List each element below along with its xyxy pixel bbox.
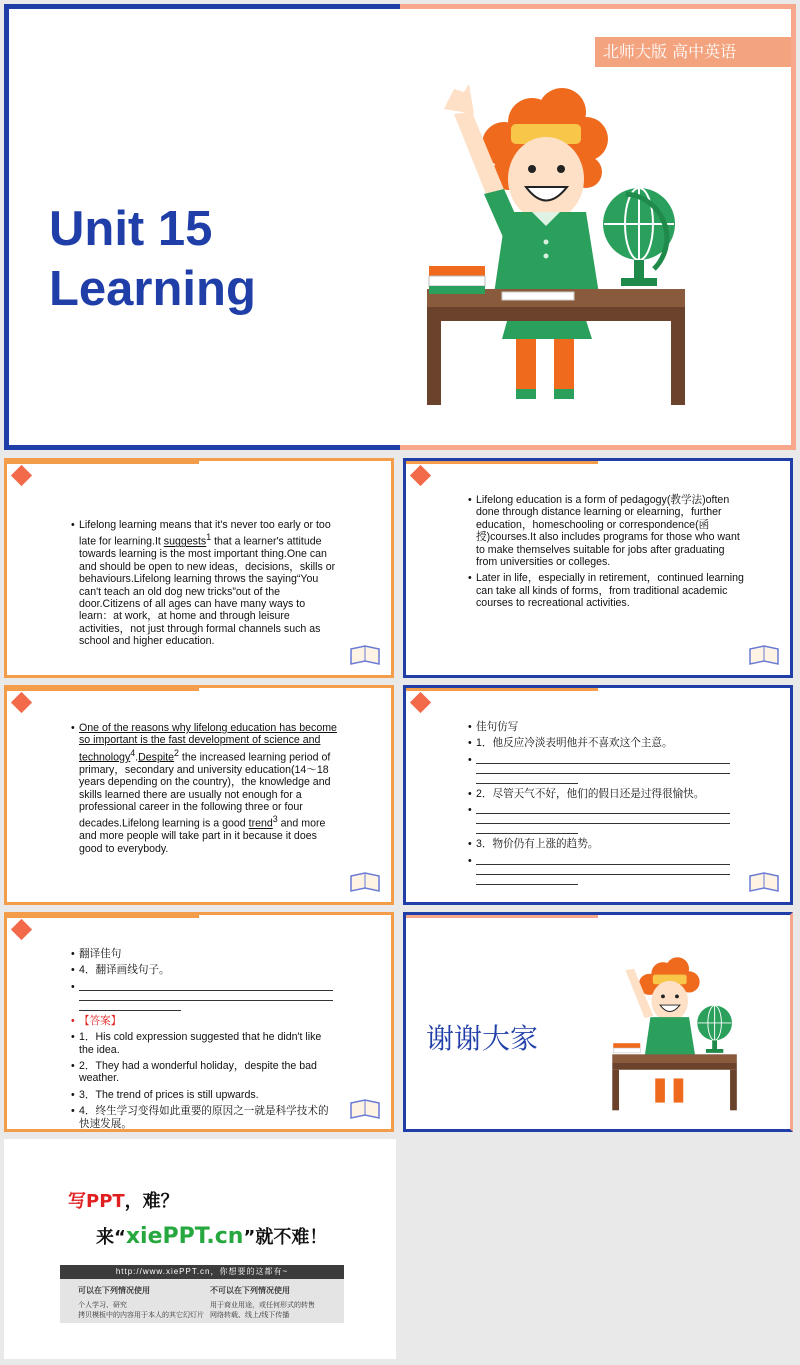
heading-item: • 佳句仿写 (476, 721, 730, 733)
exercise-2: • 2．尽管天气不好，他们的假日还是过得很愉快。 (476, 788, 730, 800)
top-bar-orange (7, 688, 199, 691)
cover-slide[interactable] (4, 4, 796, 450)
top-bar-salmon (406, 915, 598, 918)
book-icon (748, 643, 780, 667)
underlined-word: Despite (138, 751, 175, 764)
answer-lines (79, 981, 333, 1011)
answer-2: • 2．They had a wonderful holiday，despite the bad weather. (79, 1060, 333, 1085)
top-bar-orange (7, 915, 199, 918)
student-illustration (606, 955, 746, 1115)
underlined-sentence: One of the reasons why lifelong education has become so important is the fast development of science and technology (79, 722, 337, 764)
diamond-icon (11, 465, 32, 486)
promo-url-bar[interactable]: http://www.xiePPT.cn，你想要的这都有~ (60, 1265, 344, 1279)
top-bar-orange (7, 461, 199, 464)
answer-lines-3 (476, 855, 730, 885)
answer-1: • 1．His cold expression suggested that he didn't like the idea. (79, 1031, 333, 1056)
slide-body (71, 722, 341, 859)
footnote-mark: 4 (130, 747, 136, 758)
forbidden-item: 网络转载、线上/线下传播 (210, 1311, 290, 1319)
promo-line-1 (68, 1187, 179, 1213)
slide-body (468, 721, 730, 889)
slide-title (49, 199, 256, 319)
footnote-mark: 1 (206, 532, 212, 543)
paragraph-1: • One of the reasons why lifelong education has become so important is the fast development of science and technology$^4$.Despite$^2$ the increased learning period of primary，secondary and university education(14～18 years depending on the country)，the knowledge and skills learned there are usually not enough for a professional career in the following three or four decades.Lifelong learning is a good trend$^3$ and more and more people will take part in it because it does good to everybody. (79, 722, 341, 855)
top-bar-orange (406, 688, 598, 691)
student-illustration (414, 84, 704, 414)
top-bar-orange (406, 461, 598, 464)
promo-red-text: 写PPT (68, 1191, 125, 1212)
usage-terms-box (60, 1279, 344, 1323)
promo-text: ，难？ (124, 1191, 179, 1212)
exercise-4: • 4．翻译画线句子。 (79, 964, 333, 976)
allowed-item: 个人学习、研究 (78, 1301, 127, 1309)
answer-3: • 3．The trend of prices is still upwards. (79, 1089, 333, 1101)
edition-tag: 北师大版 高中英语 (595, 37, 791, 67)
title-topic: Learning (49, 262, 256, 316)
forbidden-item: 用于商业用途，或任何形式的转售 (210, 1301, 315, 1309)
top-bar-blue (9, 4, 400, 9)
paragraph-1: • Lifelong learning means that it's never too early or too late for learning.It suggests$^1$ that a learner's attitude towards learning is the most important thing.One can and should be open to new ideas，decisions，skills or behaviours.Lifelong learning throws the saying“You can't teach an old dog new tricks”out of the door.Citizens of all ages can have many ways to learn：at work，at home and through leisure activities，not just through formal channels such as school and higher education. (79, 519, 341, 648)
paragraph-2: • Later in life，especially in retirement，continued learning can take all kinds of forms，from traditional academic courses to recreational activities. (476, 572, 748, 609)
bottom-bar-salmon (400, 445, 791, 450)
slide-body (71, 519, 341, 652)
underlined-word: trend (248, 817, 273, 830)
top-bar-salmon (400, 4, 791, 9)
bottom-bar-blue (9, 445, 400, 450)
slide-translation[interactable] (4, 912, 394, 1132)
book-icon (349, 1097, 381, 1121)
heading-item: • 翻译佳句 (79, 948, 333, 960)
promo-line-2 (96, 1223, 327, 1249)
slide-body (71, 948, 333, 1132)
promo-site-name: xiePPT.cn (125, 1224, 244, 1249)
slide-thanks[interactable] (403, 912, 793, 1132)
slide-sentence-imitation[interactable] (403, 685, 793, 905)
answer-4: • 4．终生学习变得如此重要的原因之一就是科学技术的快速发展。 (79, 1105, 333, 1130)
book-icon (349, 870, 381, 894)
diamond-icon (410, 692, 431, 713)
book-icon (349, 643, 381, 667)
underlined-word: suggests (163, 535, 207, 548)
slide-body (468, 494, 748, 614)
allowed-title: 可以在下列情况使用 (78, 1286, 150, 1295)
slide-lifelong-education[interactable] (403, 458, 793, 678)
thanks-text: 谢谢大家 (426, 1022, 539, 1055)
slide-reasons[interactable] (4, 685, 394, 905)
promo-text: 来“ (96, 1227, 126, 1248)
allowed-item: 拷贝模板中的内容用于本人的其它幻灯片 (78, 1311, 204, 1319)
diamond-icon (11, 919, 32, 940)
allowed-usage (78, 1285, 208, 1320)
forbidden-usage (210, 1285, 340, 1320)
answer-label: • 【答案】 (79, 1015, 333, 1027)
book-icon (748, 870, 780, 894)
footnote-mark: 2 (174, 747, 179, 758)
forbidden-title: 不可以在下列情况使用 (210, 1286, 290, 1295)
answer-lines-2 (476, 804, 730, 834)
footnote-mark: 3 (272, 814, 278, 825)
exercise-1: • 1．他反应冷淡表明他并不喜欢这个主意。 (476, 737, 730, 749)
title-unit: Unit 15 (49, 202, 213, 256)
promo-slide[interactable] (4, 1139, 396, 1359)
promo-text: ”就不难！ (243, 1227, 328, 1248)
slide-lifelong-definition[interactable] (4, 458, 394, 678)
exercise-3: • 3．物价仍有上涨的趋势。 (476, 838, 730, 850)
paragraph-1: • Lifelong education is a form of pedagogy(教学法)often done through distance learning or elearning，further education，homeschooling or correspondence(函授)courses.It also includes programs for those who want to make themselves suitable for jobs after graduating from universities or colleges. (476, 494, 748, 568)
diamond-icon (410, 465, 431, 486)
answer-lines-1 (476, 754, 730, 784)
diamond-icon (11, 692, 32, 713)
